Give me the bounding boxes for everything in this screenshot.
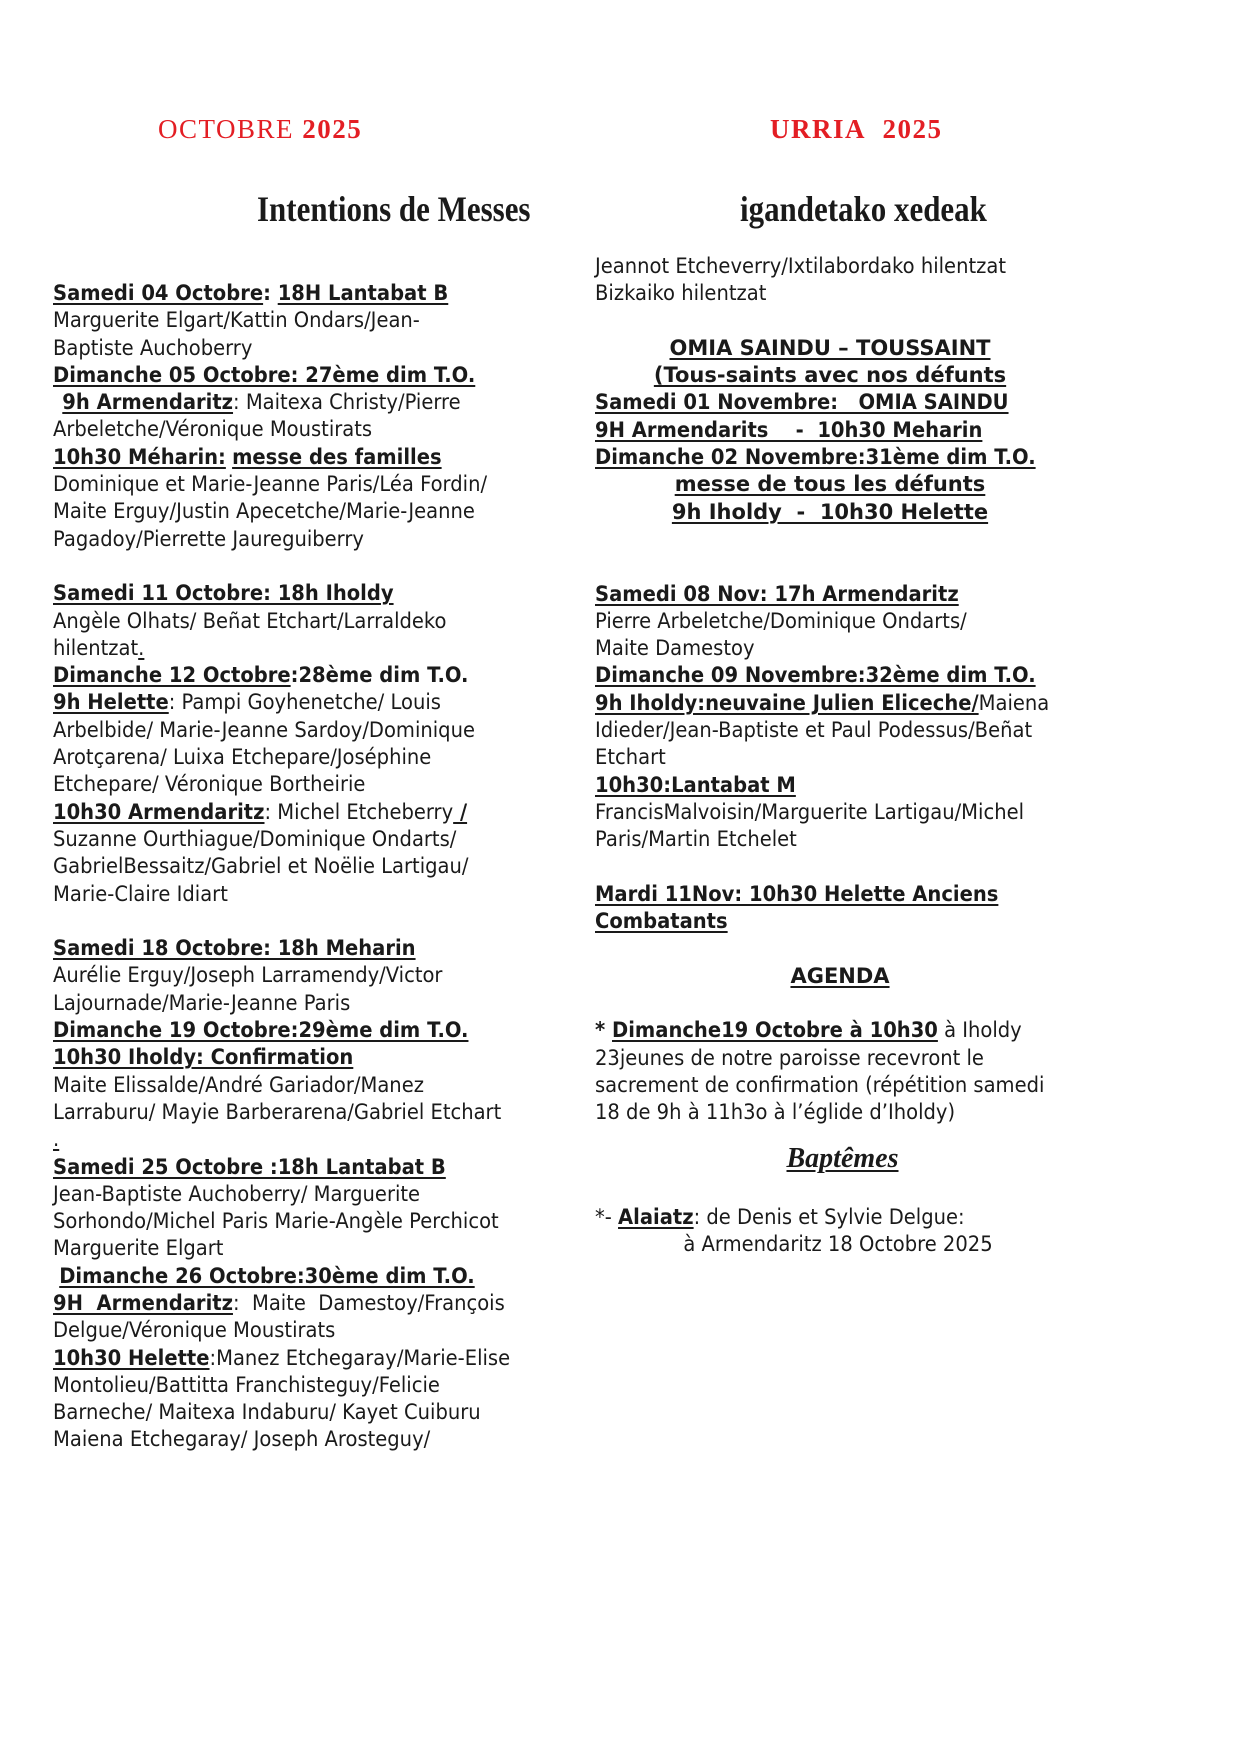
intention-names: Pierre Arbeletche/Dominique Ondarts/ xyxy=(595,608,967,633)
intention-names: : Pampi Goyhenetche/ Louis xyxy=(168,690,441,715)
mass-heading: Dimanche 05 Octobre: 27ème dim T.O. xyxy=(53,362,476,387)
mass-line xyxy=(53,799,583,826)
mass-line xyxy=(53,1345,583,1372)
mass-heading: Dimanche 09 Novembre:32ème dim T.O. xyxy=(595,663,1036,688)
mass-note: messe des familles xyxy=(232,444,442,469)
toussaint-sunday xyxy=(595,471,1065,526)
mass-heading: Samedi 08 Nov: 17h Armendaritz xyxy=(595,581,959,606)
spacer xyxy=(53,553,623,580)
mass-heading-text: Dimanche 26 Octobre:30ème dim T.O. xyxy=(59,1263,475,1288)
mass-heading: Dimanche 02 Novembre:31ème dim T.O. xyxy=(595,445,1036,470)
mass-heading: Mardi 11Nov: 10h30 Helette Anciens xyxy=(595,881,999,906)
intention-names: Baptiste Auchoberry xyxy=(53,335,253,360)
baptism-name: Alaiatz xyxy=(618,1204,694,1229)
toussaint-title: OMIA SAINDU – TOUSSAINT xyxy=(669,335,991,360)
month-name: URRIA xyxy=(770,114,867,144)
intention-names: Pagadoy/Pierrette Jaureguiberry xyxy=(53,526,364,551)
intention-names: Maiena xyxy=(978,690,1050,715)
mass-place: 9h Iholdy:neuvaine Julien Eliceche/ xyxy=(595,690,979,715)
mass-line xyxy=(53,444,583,471)
section-heading-basque: igandetako xedeak xyxy=(740,189,987,229)
mass-place: 9H Armendaritz xyxy=(53,1290,233,1315)
spacer xyxy=(595,526,1215,553)
baptemes-heading-wrap xyxy=(595,1127,1090,1194)
trailing-dot: . xyxy=(53,1127,60,1152)
intention-names: : Maite Damestoy/François xyxy=(232,1290,505,1315)
mass-place: 10h30 Méharin: xyxy=(53,444,226,469)
mass-times: 9h Iholdy - 10h30 Helette xyxy=(671,499,989,524)
intention-names: Maite Erguy/Justin Apecetche/Marie-Jeanne xyxy=(53,499,475,524)
separator: : xyxy=(263,281,278,305)
punctuation: / xyxy=(453,799,468,824)
agenda-event-place: à Iholdy xyxy=(937,1018,1022,1043)
intention-names: Angèle Olhats/ Beñat Etchart/Larraldeko xyxy=(53,608,447,633)
mass-line xyxy=(53,1290,583,1317)
intention-names: GabrielBessaitz/Gabriel et Noëlie Lartigau/ xyxy=(53,854,469,879)
intention-names xyxy=(53,635,583,662)
intention-names: Bizkaiko hilentzat xyxy=(595,281,767,306)
intention-names: Delgue/Véronique Moustirats xyxy=(53,1318,336,1343)
toussaint-subtitle: (Tous-saints avec nos défunts xyxy=(653,363,1007,388)
spacer xyxy=(595,935,1215,962)
mass-place: 10h30:Lantabat M xyxy=(595,772,796,797)
mass-place: 18H Lantabat B xyxy=(277,281,449,305)
intention-names: Dominique et Marie-Jeanne Paris/Léa Fordin/ xyxy=(53,472,488,497)
intention-names: Marguerite Elgart/Kattin Ondars/Jean- xyxy=(53,308,420,333)
mass-place: 10h30 Helette xyxy=(53,1345,210,1370)
section-heading-french: Intentions de Messes xyxy=(257,189,531,229)
baptism-place-date: à Armendaritz 18 Octobre 2025 xyxy=(683,1231,993,1256)
mass-heading xyxy=(53,662,583,689)
intention-names: Marie-Claire Idiart xyxy=(53,881,228,906)
intention-names: Arbeletche/Véronique Moustirats xyxy=(53,417,373,442)
mass-heading: Combatants xyxy=(595,909,728,934)
agenda-text: sacrement de confirmation (répétition samedi xyxy=(595,1072,1045,1097)
intention-names: Maiena Etchegaray/ Joseph Arosteguy/ xyxy=(53,1427,431,1452)
intention-names: Maite Damestoy xyxy=(595,636,755,661)
agenda-heading-wrap xyxy=(595,963,1085,990)
spacer xyxy=(595,990,1215,1017)
mass-heading: Samedi 11 Octobre: 18h Iholdy xyxy=(53,581,394,606)
mass-date: Samedi 04 Octobre xyxy=(53,281,264,305)
toussaint-block xyxy=(595,335,1065,390)
month-year: 2025 xyxy=(302,114,363,144)
intention-names: Aurélie Erguy/Joseph Larramendy/Victor xyxy=(53,963,443,988)
intention-names: Arbelbide/ Marie-Jeanne Sardoy/Dominique xyxy=(53,717,475,742)
mass-heading: Samedi 25 Octobre :18h Lantabat B xyxy=(53,1154,446,1179)
liturgical-sunday: :28ème dim T.O. xyxy=(290,663,469,688)
spacer xyxy=(53,908,623,935)
spacer xyxy=(595,553,1215,580)
intention-names: Barneche/ Maitexa Indaburu/ Kayet Cuiburu xyxy=(53,1400,481,1425)
intention-names: Lajournade/Marie-Jeanne Paris xyxy=(53,990,351,1015)
baptism-parents: : de Denis et Sylvie Delgue: xyxy=(693,1204,965,1229)
intention-names: Idieder/Jean-Baptiste et Paul Podessus/Beñat xyxy=(595,718,1033,743)
mass-heading: Samedi 18 Octobre: 18h Meharin xyxy=(53,936,416,961)
mass-place: 9h Armendaritz xyxy=(62,390,234,415)
mass-place: 10h30 Iholdy: Confirmation xyxy=(53,1045,354,1070)
spacer xyxy=(595,854,1215,881)
intention-names: : Maitexa Christy/Pierre xyxy=(233,390,461,415)
month-name: OCTOBRE xyxy=(158,114,295,144)
mass-line xyxy=(53,389,583,416)
spacer xyxy=(595,308,1215,335)
agenda-text: 23jeunes de notre paroisse recevront le xyxy=(595,1045,984,1070)
punctuation: . xyxy=(138,635,145,660)
intention-names: FrancisMalvoisin/Marguerite Lartigau/Michel xyxy=(595,799,1025,824)
right-column xyxy=(595,253,1215,1258)
intention-names: Larraburu/ Mayie Barberarena/Gabriel Etchart xyxy=(53,1099,502,1124)
agenda-text: 18 de 9h à 11h3o à l’églide d’Iholdy) xyxy=(595,1100,956,1125)
intention-names: Etchepare/ Véronique Bortheirie xyxy=(53,772,366,797)
mass-heading xyxy=(53,280,583,307)
baptemes-heading: Baptêmes xyxy=(786,1142,899,1174)
mass-place: 9h Helette xyxy=(53,690,169,715)
intention-names: Jeannot Etcheverry/Ixtilabordako hilentzat xyxy=(595,254,1007,278)
left-column xyxy=(53,280,623,1454)
mass-date: Dimanche 12 Octobre xyxy=(53,663,291,688)
month-year: 2025 xyxy=(882,114,943,144)
intention-names: : Michel Etcheberry xyxy=(264,799,454,824)
intention-names: Jean-Baptiste Auchoberry/ Marguerite xyxy=(53,1181,421,1206)
intention-names: Suzanne Ourthiague/Dominique Ondarts/ xyxy=(53,826,457,851)
intention-names: Paris/Martin Etchelet xyxy=(595,827,797,852)
intention-names-last: hilentzat xyxy=(53,635,139,660)
baptism-entry xyxy=(595,1204,1172,1231)
bullet: *- xyxy=(595,1204,619,1229)
intention-names: Arotçarena/ Luixa Etchepare/Joséphine xyxy=(53,745,432,770)
mass-place: 10h30 Armendaritz xyxy=(53,799,265,824)
agenda-event-date: Dimanche19 Octobre à 10h30 xyxy=(612,1018,938,1043)
intention-names: Montolieu/Battitta Franchisteguy/Felicie xyxy=(53,1372,440,1397)
bullet: * xyxy=(595,1018,613,1043)
mass-heading: Samedi 01 Novembre: OMIA SAINDU xyxy=(595,390,1009,415)
mass-heading: Dimanche 19 Octobre:29ème dim T.O. xyxy=(53,1018,469,1043)
intention-names: Marguerite Elgart xyxy=(53,1236,224,1261)
mass-heading xyxy=(53,1263,583,1290)
mass-times: 9H Armendarits - 10h30 Meharin xyxy=(595,417,983,442)
month-title-french xyxy=(158,114,362,145)
intention-names: :Manez Etchegaray/Marie-Elise xyxy=(209,1345,511,1370)
mass-note: messe de tous les défunts xyxy=(674,472,986,497)
mass-line xyxy=(53,689,583,716)
month-title-basque xyxy=(770,114,943,145)
intention-names: Maite Elissalde/André Gariador/Manez xyxy=(53,1072,424,1097)
intention-names: Sorhondo/Michel Paris Marie-Angèle Perchicot xyxy=(53,1209,499,1234)
intention-names: Etchart xyxy=(595,745,666,770)
mass-line xyxy=(595,690,1172,717)
agenda-heading: AGENDA xyxy=(790,963,890,988)
agenda-event xyxy=(595,1017,1172,1044)
